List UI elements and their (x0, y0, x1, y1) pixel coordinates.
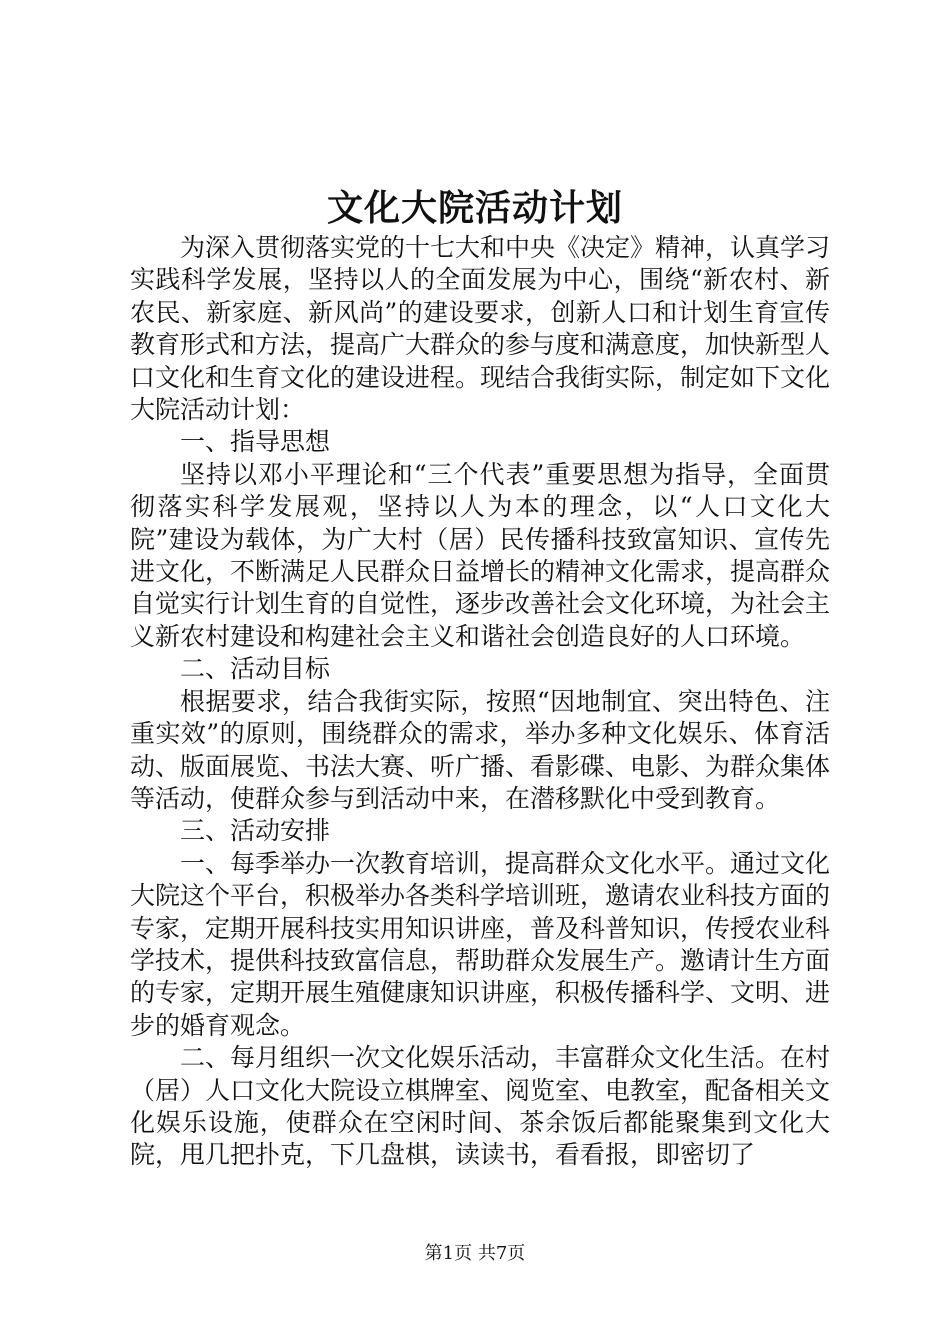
page-number-footer: 第1页 共7页 (424, 1243, 526, 1264)
intro-paragraph: 为深入贯彻落实党的十七大和中央《决定》精神，认真学习实践科学发展，坚持以人的全面发展为中心，围绕“新农村、新农民、新家庭、新风尚”的建设要求，创新人口和计划生育宣传教育形式和方法，提高广大群众的参与度和满意度，加快新型人口文化和生育文化的建设进程。现结合我街实际，制定如下文化大院活动计划： (130, 233, 831, 425)
section-heading-activity-arrangement: 三、活动安排 (180, 816, 331, 846)
guiding-thought-paragraph: 坚持以邓小平理论和“三个代表”重要思想为指导，全面贯彻落实科学发展观，坚持以人为本的理念，以“人口文化大院”建设为载体，为广大村（居）民传播科技致富知识、宣传先进文化，不断满足人民群众日益增长的精神文化需求，提高群众自觉实行计划生育的自觉性，逐步改善社会文化环境，为社会主义新农村建设和构建社会主义和谐社会创造良好的人口环境。 (130, 459, 831, 651)
arrangement-item-1-paragraph: 一、每季举办一次教育培训，提高群众文化水平。通过文化大院这个平台，积极举办各类科学培训班，邀请农业科技方面的专家，定期开展科技实用知识讲座，普及科普知识，传授农业科学技术，提供科技致富信息，帮助群众发展生产。邀请计生方面的专家，定期开展生殖健康知识讲座，积极传播科学、文明、进步的婚育观念。 (130, 848, 831, 1040)
section-heading-guiding-thought: 一、指导思想 (180, 427, 331, 457)
section-heading-activity-goals: 二、活动目标 (180, 654, 331, 684)
arrangement-item-2-paragraph: 二、每月组织一次文化娱乐活动，丰富群众文化生活。在村（居）人口文化大院设立棋牌室、阅览室、电教室，配备相关文化娱乐设施，使群众在空闲时间、茶余饭后都能聚集到文化大院，甩几把扑克，下几盘棋，读读书，看看报，即密切了 (130, 1043, 831, 1170)
document-title: 文化大院活动计划 (326, 187, 623, 229)
document-body (130, 232, 830, 1172)
activity-goals-paragraph: 根据要求，结合我街实际，按照“因地制宜、突出特色、注重实效”的原则，围绕群众的需求，举办多种文化娱乐、体育活动、版面展览、书法大赛、听广播、看影碟、电影、为群众集体等活动，使群众参与到活动中来，在潜移默化中受到教育。 (130, 686, 831, 813)
